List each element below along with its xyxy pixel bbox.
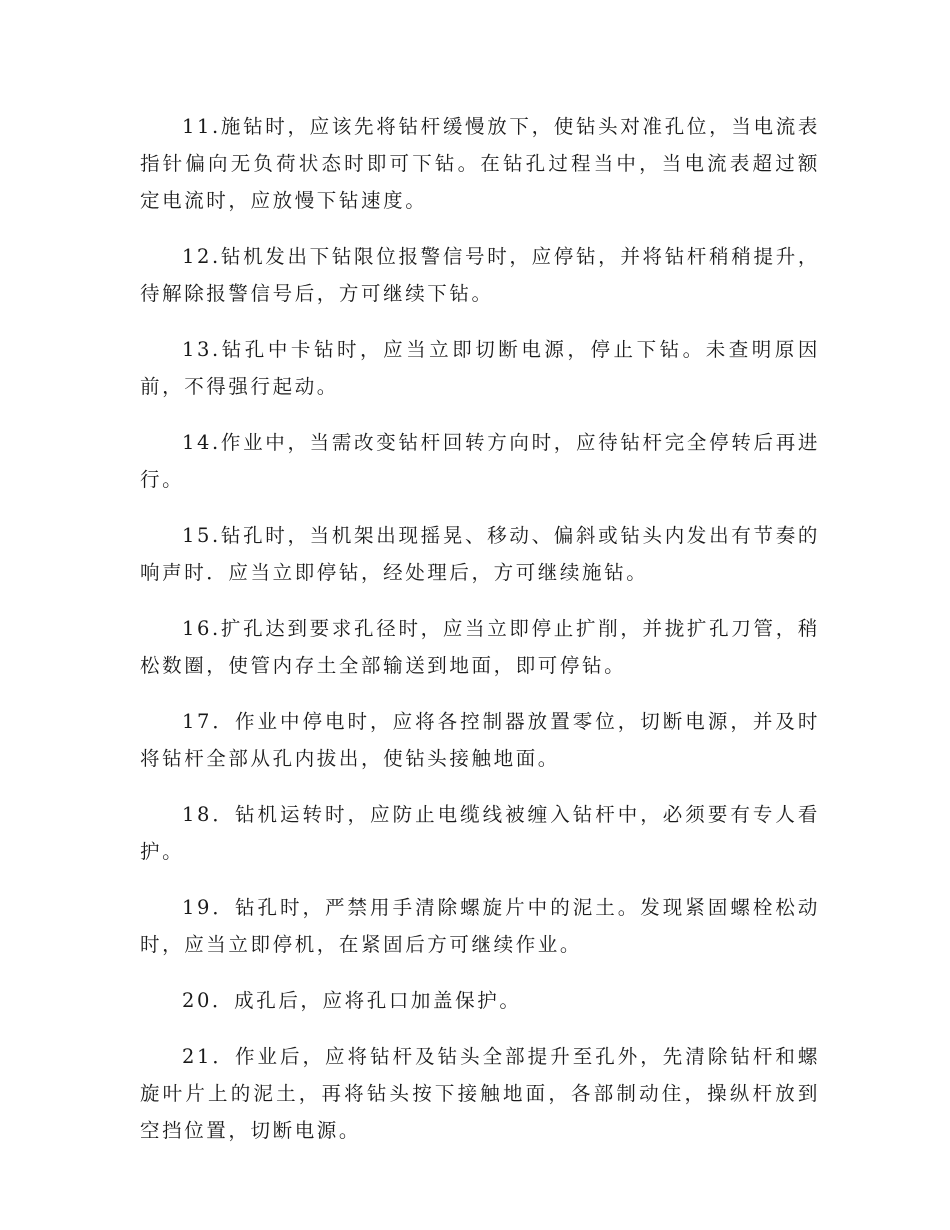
paragraph-item-20: 20．成孔后，应将孔口加盖保护。	[182, 989, 522, 1012]
paragraph-item-17: 17．作业中停电时，应将各控制器放置零位，切断电源，并及时将钻杆全部从孔内拔出，使钻头接触地面。	[140, 710, 820, 770]
paragraph-item-16: 16.扩孔达到要求孔径时，应当立即停止扩削，并拢扩孔刀管，稍松数圈，使管内存土全部输送到地面，即可停钻。	[140, 617, 820, 677]
document-body	[140, 108, 820, 1168]
paragraph-item-15: 15.钻孔时，当机架出现摇晃、移动、偏斜或钻头内发出有节奏的响声时．应当立即停钻，经处理后，方可继续施钻。	[140, 524, 820, 584]
paragraph-item-18: 18．钻机运转时，应防止电缆线被缠入钻杆中，必须要有专人看护。	[140, 803, 820, 863]
paragraph-item-14: 14.作业中，当需改变钻杆回转方向时，应待钻杆完全停转后再进行。	[140, 431, 820, 491]
paragraph-item-21: 21．作业后，应将钻杆及钻头全部提升至孔外，先清除钻杆和螺旋叶片上的泥土，再将钻头按下接触地面，各部制动住，操纵杆放到空挡位置，切断电源。	[140, 1045, 820, 1142]
paragraph-item-13: 13.钻孔中卡钻时，应当立即切断电源，停止下钻。未查明原因前，不得强行起动。	[140, 338, 820, 398]
paragraph-item-12: 12.钻机发出下钻限位报警信号时，应停钻，并将钻杆稍稍提升，待解除报警信号后，方可继续下钻。	[140, 245, 820, 305]
paragraph-item-19: 19．钻孔时，严禁用手清除螺旋片中的泥土。发现紧固螺栓松动时，应当立即停机，在紧固后方可继续作业。	[140, 896, 820, 956]
paragraph-item-11: 11.施钻时，应该先将钻杆缓慢放下，使钻头对准孔位，当电流表指针偏向无负荷状态时即可下钻。在钻孔过程当中，当电流表超过额定电流时，应放慢下钻速度。	[140, 115, 820, 212]
